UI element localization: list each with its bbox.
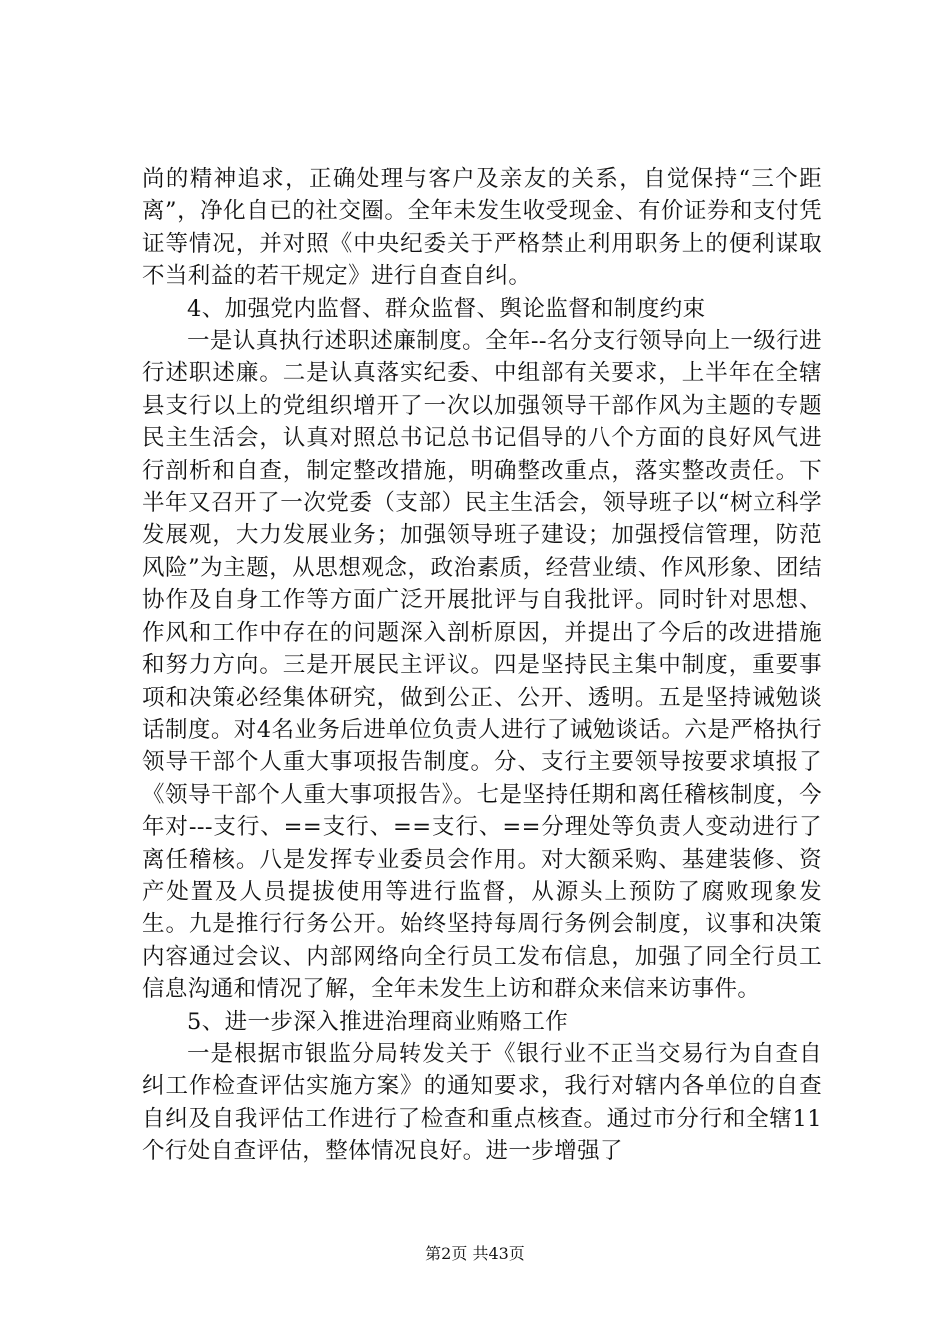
section-heading-5: 5、进一步深入推进治理商业贿赂工作	[187, 1008, 569, 1035]
page-number-footer: 第2页 共43页	[425, 1244, 525, 1263]
paragraph-section-5-body: 一是根据市银监分局转发关于《银行业不正当交易行为自查自纠工作检查评估实施方案》的通知要求，我行对辖内各单位的自查自纠及自我评估工作进行了检查和重点核查。通过市分行和全辖11个行处自查评估，整体情况良好。进一步增强了	[142, 1040, 822, 1165]
section-heading-4: 4、加强党内监督、群众监督、舆论监督和制度约束	[187, 295, 706, 322]
document-body	[142, 163, 822, 1168]
paragraph-continuation: 尚的精神追求，正确处理与客户及亲友的关系，自觉保持“三个距离”，净化自已的社交圈。全年未发生收受现金、有价证券和支付凭证等情况，并对照《中央纪委关于严格禁止利用职务上的便利谋取不当利益的若干规定》进行自查自纠。	[142, 166, 822, 290]
paragraph-section-4-body: 一是认真执行述职述廉制度。全年--名分支行领导向上一级行进行述职述廉。二是认真落实纪委、中组部有关要求，上半年在全辖县支行以上的党组织增开了一次以加强领导干部作风为主题的专题民主生活会，认真对照总书记总书记倡导的八个方面的良好风气进行剖析和自查，制定整改措施，明确整改重点，落实整改责任。下半年又召开了一次党委（支部）民主生活会，领导班子以“树立科学发展观，大力发展业务；加强领导班子建设；加强授信管理，防范风险”为主题，从思想观念，政治素质，经营业绩、作风形象、团结协作及自身工作等方面广泛开展批评与自我批评。同时针对思想、作风和工作中存在的问题深入剖析原因，并提出了今后的改进措施和努力方向。三是开展民主评议。四是坚持民主集中制度，重要事项和决策必经集体研究，做到公正、公开、透明。五是坚持诫勉谈话制度。对4名业务后进单位负责人进行了诫勉谈话。六是严格执行领导干部个人重大事项报告制度。分、支行主要领导按要求填报了《领导干部个人重大事项报告》。七是坚持任期和离任稽核制度，今年对---支行、==支行、==支行、==分理处等负责人变动进行了离任稽核。八是发挥专业委员会作用。对大额采购、基建装修、资产处置及人员提拔使用等进行监督，从源头上预防了腐败现象发生。九是推行行务公开。始终坚持每周行务例会制度，议事和决策内容通过会议、内部网络向全行员工发布信息，加强了同全行员工信息沟通和情况了解，全年未发生上访和群众来信来访事件。	[142, 328, 822, 1003]
